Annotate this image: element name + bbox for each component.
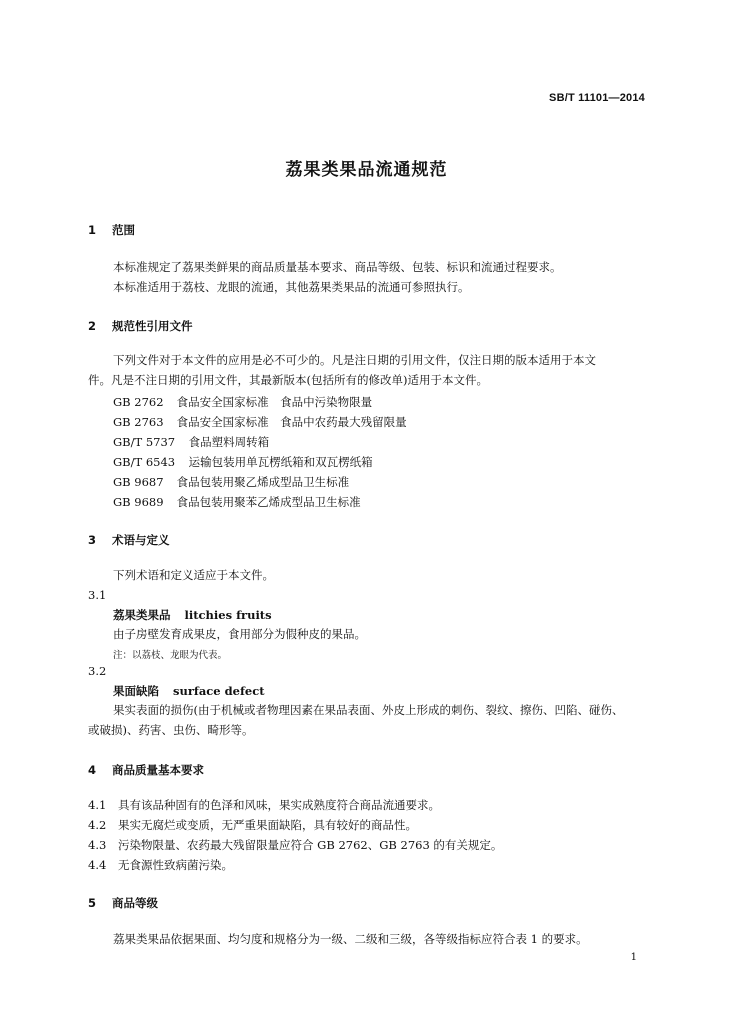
- reference-code: GB 9689: [113, 495, 164, 509]
- reference-item: [113, 394, 372, 410]
- section-1-para-2: 本标准适用于荔枝、龙眼的流通，其他荔果类果品的流通可参照执行。: [113, 280, 470, 294]
- clause-item: [88, 857, 233, 873]
- term-chinese: 果面缺陷: [113, 684, 159, 698]
- section-title: 规范性引用文件: [112, 319, 193, 333]
- reference-code: GB/T 6543: [113, 455, 176, 469]
- reference-item: [113, 494, 361, 510]
- reference-title: 食品包装用聚乙烯成型品卫生标准: [176, 475, 350, 489]
- page-number: 1: [630, 952, 637, 963]
- term-definition: 由子房壁发育成果皮，食用部分为假种皮的果品。: [113, 627, 366, 641]
- clause-number: 4.4: [88, 858, 107, 872]
- term-number: 3.2: [88, 664, 107, 678]
- section-4-heading: [88, 762, 204, 778]
- reference-title: 食品包装用聚苯乙烯成型品卫生标准: [176, 495, 361, 509]
- term-chinese: 荔果类果品: [113, 608, 171, 622]
- reference-title: 食品塑料周转箱: [188, 435, 270, 449]
- standard-number: SB/T 11101—2014: [549, 92, 645, 104]
- reference-title: 食品安全国家标准 食品中农药最大残留限量: [176, 415, 407, 429]
- reference-code: GB 2762: [113, 395, 164, 409]
- clause-text: 果实无腐烂或变质，无严重果面缺陷，具有较好的商品性。: [118, 818, 417, 832]
- clause-number: 4.1: [88, 798, 107, 812]
- clause-number: 4.2: [88, 818, 107, 832]
- reference-title: 运输包装用单瓦楞纸箱和双瓦楞纸箱: [188, 455, 373, 469]
- section-5-heading: [88, 895, 158, 911]
- term-number: 3.1: [88, 588, 107, 602]
- term-english: surface defect: [173, 684, 265, 698]
- reference-item: [113, 414, 407, 430]
- clause-number: 4.3: [88, 838, 107, 852]
- section-title: 术语与定义: [112, 533, 170, 547]
- reference-code: GB 2763: [113, 415, 164, 429]
- term-heading: [113, 607, 272, 623]
- section-3-heading: [88, 532, 170, 548]
- clause-text: 污染物限量、农药最大残留限量应符合 GB 2762、GB 2763 的有关规定。: [118, 838, 503, 852]
- section-number: 4: [88, 763, 97, 777]
- section-5-para: 荔果类果品依据果面、均匀度和规格分为一级、二级和三级，各等级指标应符合表 1 的要求。: [113, 932, 588, 946]
- section-title: 商品等级: [112, 896, 159, 910]
- term-note: 注：以荔枝、龙眼为代表。: [113, 650, 228, 661]
- reference-code: GB 9687: [113, 475, 164, 489]
- reference-item: [113, 434, 269, 450]
- reference-item: [113, 474, 349, 490]
- section-2-para-line-1: 下列文件对于本文件的应用是必不可少的。凡是注日期的引用文件，仅注日期的版本适用于本文: [113, 353, 596, 367]
- clause-item: [88, 817, 417, 833]
- term-heading: [113, 683, 265, 699]
- clause-item: [88, 797, 440, 813]
- section-1-heading: [88, 222, 135, 238]
- reference-title: 食品安全国家标准 食品中污染物限量: [176, 395, 373, 409]
- section-2-para-line-2: 件。凡是不注日期的引用文件，其最新版本(包括所有的修改单)适用于本文件。: [88, 373, 488, 387]
- section-title: 范围: [112, 223, 136, 237]
- document-title: 荔果类果品流通规范: [285, 160, 448, 180]
- section-number: 2: [88, 319, 97, 333]
- section-3-intro: 下列术语和定义适应于本文件。: [113, 568, 274, 582]
- term-english: litchies fruits: [184, 608, 272, 622]
- section-title: 商品质量基本要求: [112, 763, 205, 777]
- clause-text: 无食源性致病菌污染。: [118, 858, 233, 872]
- section-number: 3: [88, 533, 97, 547]
- reference-code: GB/T 5737: [113, 435, 176, 449]
- section-number: 5: [88, 896, 97, 910]
- clause-item: [88, 837, 502, 853]
- reference-item: [113, 454, 373, 470]
- clause-text: 具有该品种固有的色泽和风味，果实成熟度符合商品流通要求。: [118, 798, 440, 812]
- section-1-para-1: 本标准规定了荔果类鲜果的商品质量基本要求、商品等级、包装、标识和流通过程要求。: [113, 260, 562, 274]
- section-2-heading: [88, 318, 193, 334]
- section-number: 1: [88, 223, 97, 237]
- term-definition-line-2: 或破损)、药害、虫伤、畸形等。: [88, 723, 254, 737]
- term-definition-line-1: 果实表面的损伤(由于机械或者物理因素在果品表面、外皮上形成的刺伤、裂纹、擦伤、凹陷、碰伤、: [113, 703, 624, 717]
